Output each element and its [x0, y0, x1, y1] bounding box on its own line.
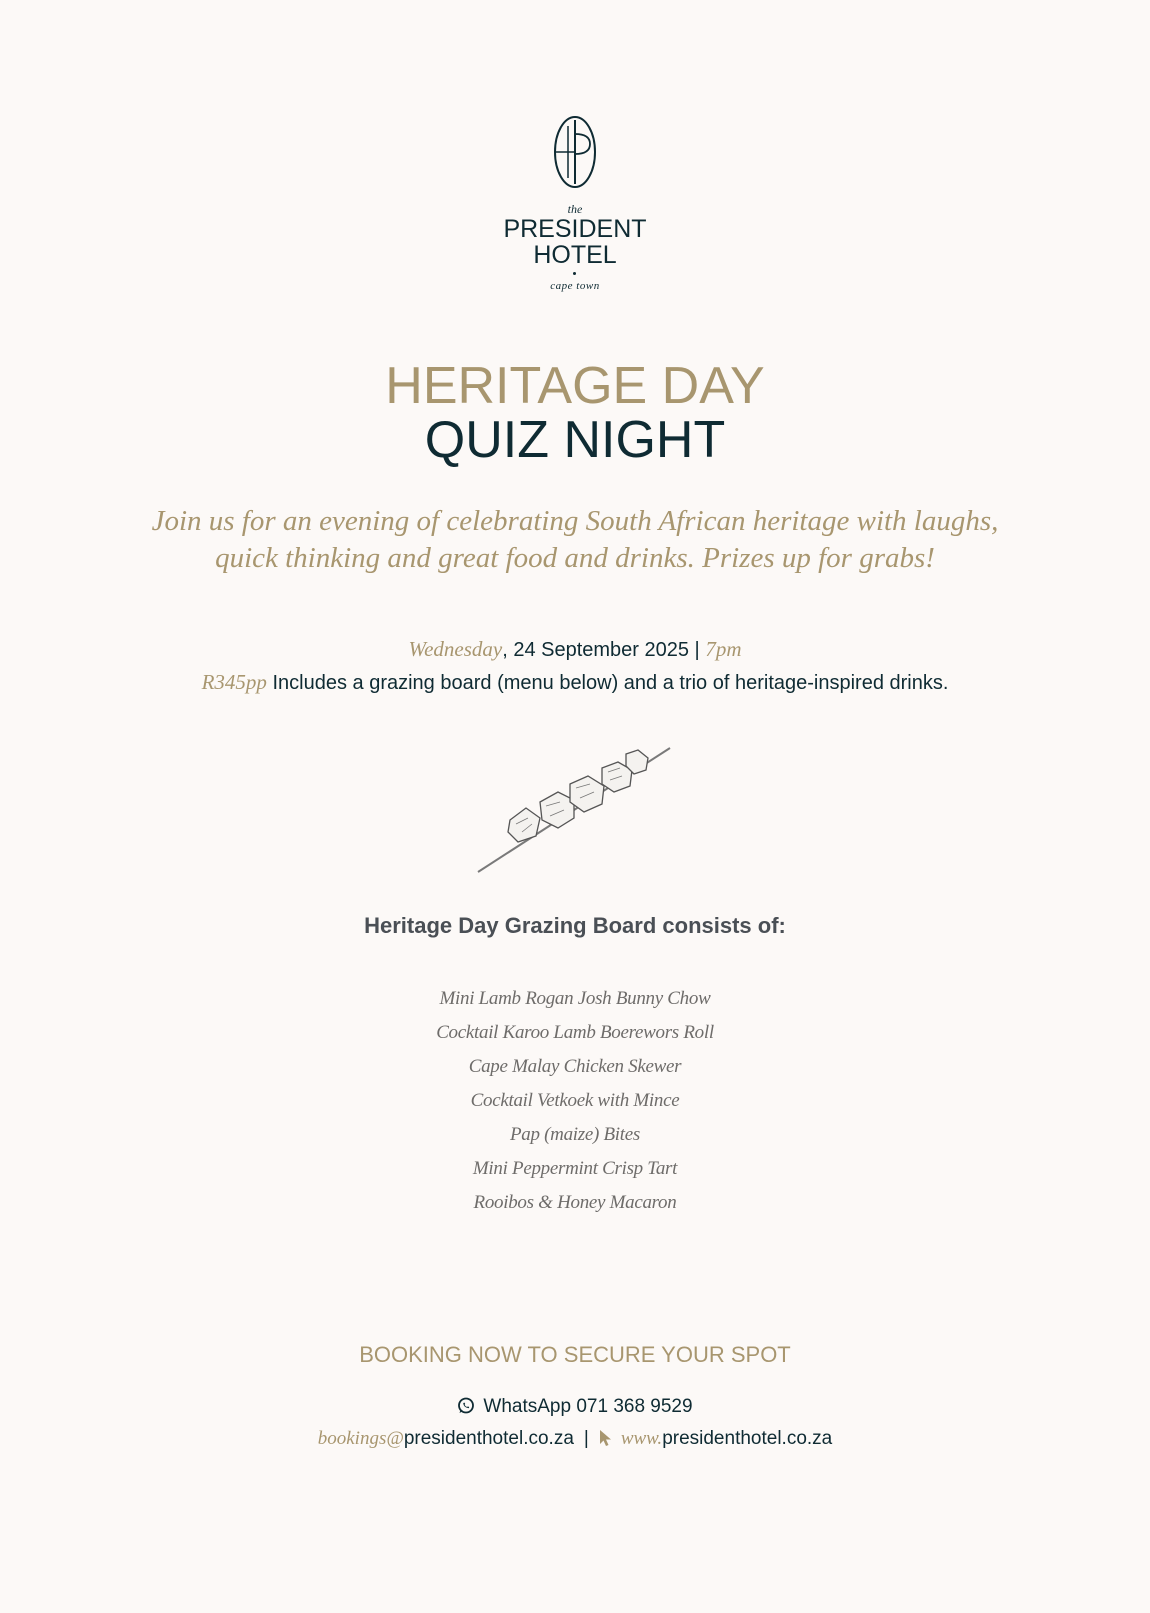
title-line2: QUIZ NIGHT: [424, 411, 726, 469]
menu-list: [0, 982, 1150, 1220]
web-prefix: www.: [620, 1428, 663, 1449]
hotel-logo: [495, 112, 655, 302]
logo-name: [495, 216, 655, 268]
booking-cta: BOOKING NOW TO SECURE YOUR SPOT: [359, 1342, 791, 1367]
logo-name-line2: HOTEL: [533, 241, 617, 269]
contact-separator: |: [583, 1428, 589, 1449]
menu-item: Pap (maize) Bites: [510, 1124, 640, 1145]
logo-name-line1: PRESIDENT: [503, 215, 647, 243]
whatsapp-line[interactable]: [0, 1396, 1150, 1418]
menu-item: Cape Malay Chicken Skewer: [468, 1056, 682, 1077]
intro-line2: quick thinking and great food and drinks. Prizes up for grabs!: [215, 542, 935, 574]
menu-item: Rooibos & Honey Macaron: [473, 1192, 677, 1213]
skewer-icon: [470, 740, 680, 880]
event-time: 7pm: [705, 637, 742, 661]
event-weekday: Wednesday: [408, 637, 503, 661]
board-heading: Heritage Day Grazing Board consists of:: [364, 913, 786, 938]
menu-item: Mini Peppermint Crisp Tart: [472, 1158, 678, 1179]
email-prefix: bookings@: [317, 1428, 404, 1449]
intro-text: [0, 503, 1150, 577]
event-date: , 24 September 2025 |: [502, 639, 706, 661]
logo-city: cape town: [550, 280, 600, 292]
menu-item: Mini Lamb Rogan Josh Bunny Chow: [439, 988, 711, 1009]
cursor-icon: [599, 1429, 613, 1447]
price-line: [0, 669, 1150, 696]
menu-item: Cocktail Karoo Lamb Boerewors Roll: [436, 1022, 714, 1043]
email-link[interactable]: [318, 1428, 574, 1449]
whatsapp-icon: [457, 1397, 475, 1415]
website-link[interactable]: [621, 1428, 832, 1449]
title-line1: HERITAGE DAY: [385, 357, 765, 415]
event-line: [0, 636, 1150, 663]
event-includes: Includes a grazing board (menu below) and a trio of heritage-inspired drinks.: [266, 672, 949, 694]
contact-line: [0, 1428, 1150, 1450]
menu-item: Cocktail Vetkoek with Mince: [470, 1090, 680, 1111]
event-price: R345pp: [201, 670, 267, 694]
intro-line1: Join us for an evening of celebrating South African heritage with laughs,: [151, 505, 999, 537]
web-domain: presidenthotel.co.za: [662, 1428, 833, 1449]
whatsapp-number[interactable]: WhatsApp 071 368 9529: [483, 1396, 693, 1417]
hotel-monogram-icon: [495, 112, 655, 200]
logo-article: the: [567, 202, 583, 216]
logo-dot: [573, 272, 576, 275]
email-domain: presidenthotel.co.za: [403, 1428, 574, 1449]
